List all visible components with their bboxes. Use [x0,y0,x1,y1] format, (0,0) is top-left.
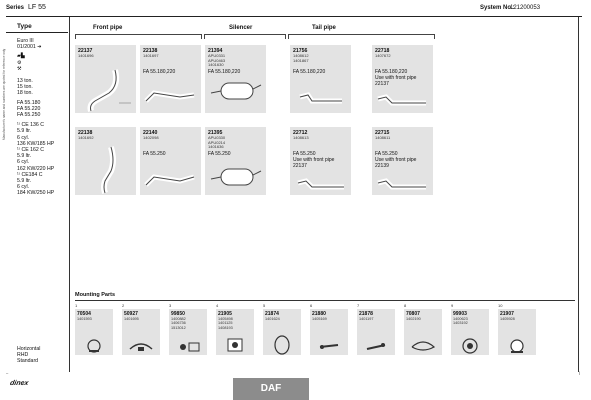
part-card[interactable] [290,45,351,113]
mounting-part-drawing [451,309,489,355]
silencer-drawing [205,127,266,195]
fa-model-1: FA 55.180 [17,99,41,106]
drive-side: RHD [17,352,29,359]
engine-icon: ⚒ [17,65,22,72]
part-ref: 1408612 1401867 [293,53,309,63]
mounting-position-number: 2 [122,303,125,308]
part-fitment: FA 55.180,220 [143,69,176,75]
part-code: 21395 [208,130,223,136]
part-code: 22712 [293,130,308,136]
engine-2-name: ¹⁾ CE 162 C [17,147,44,154]
tail-pipe-heading: Tail pipe [312,25,336,31]
mounting-part-card[interactable] [357,309,395,355]
engine-3-power: 184 KW/250 HP [17,190,55,197]
part-code: 22718 [375,48,390,54]
ton-13: 13 ton. [17,78,33,85]
series-label: Series [6,5,25,11]
mounting-part-drawing [357,309,395,355]
mounting-part-card[interactable] [216,309,254,355]
mounting-part-ref: 1405498 1401125 1408193 [218,317,233,330]
part-code: 22140 [143,130,158,136]
mounting-part-code: 21905 [218,311,232,317]
mounting-part-card[interactable] [169,309,207,355]
part-ref: APU0331 APU0463 1401630 [208,53,226,68]
brand-badge: DAF [233,378,309,400]
page-mark: – [6,370,9,375]
mounting-part-drawing [310,309,348,355]
mounting-part-code: 99850 [171,311,185,317]
type-details [17,38,69,197]
sidebar-divider [69,17,70,372]
part-card[interactable] [290,127,351,195]
mounting-part-card[interactable] [122,309,160,355]
vertical-disclaimer: Manufacturer's name and numbers are quoted for reference only [2,48,6,140]
part-code: 21756 [293,48,308,54]
ton-15: 15 ton. [17,84,33,91]
mounting-part-code: 70504 [77,311,91,317]
mounting-part-ref: 1401695 [124,317,139,321]
front-pipe-drawing [75,45,136,113]
mounting-part-card[interactable] [498,309,536,355]
part-fitment: FA 55.250 [143,151,166,157]
mounting-part-ref: 1400882 1406736 1513012 [171,317,186,330]
part-ref: 1408611 [375,135,391,140]
silencer-drawing [205,45,266,113]
tail-pipe-drawing [290,45,351,113]
part-fitment: FA 55.180,220 [293,69,326,75]
part-ref: 1401692 [78,135,94,140]
orientation: Horizontal [17,346,41,352]
tail-pipe-drawing [372,127,433,195]
mounting-rule [75,300,575,301]
part-card[interactable] [140,45,201,113]
date-from: 01/2001 ➔ [17,44,42,51]
engine-1-displacement: 5.9 ltr. [17,128,32,135]
part-card[interactable] [205,127,266,195]
mounting-position-number: 1 [75,303,78,308]
page-mark-right: | [579,370,581,375]
type-label: Type [17,23,32,30]
part-ref: 1402098 [143,135,159,140]
front-pipe-heading: Front pipe [93,25,123,31]
mounting-title: Mounting Parts [75,292,116,298]
mounting-part-code: 21874 [265,311,279,317]
heading-bracket-silencer [204,34,286,39]
part-ref: APU0330 APU0214 1401636 [208,135,226,150]
part-ref: 1408613 [293,135,309,140]
mounting-part-code: 21907 [500,311,514,317]
engine-3-cylinders: 6 cyl. [17,184,30,191]
mounting-part-card[interactable] [310,309,348,355]
mounting-part-card[interactable] [404,309,442,355]
mounting-part-drawing [75,309,113,355]
part-fitment: FA 55.180,220 Use with front pipe 22137 [375,69,417,87]
part-card[interactable] [75,45,136,113]
system-value: 121200053 [510,5,541,11]
part-ref: 1401696 [78,53,94,58]
mounting-position-number: 5 [263,303,266,308]
gear-icon: ⚙ [17,59,22,66]
mounting-part-card[interactable] [75,309,113,355]
fa-model-2: FA 55.220 [17,105,41,112]
mounting-part-code: 21878 [359,311,373,317]
mounting-part-ref: 1401197 [359,317,374,321]
mounting-part-ref: 1405928 [500,317,515,321]
variant: Standard [17,358,39,365]
system-label: System No.: [480,5,515,11]
mounting-part-drawing [404,309,442,355]
fa-model-3: FA 55.250 [17,112,41,119]
mounting-part-drawing [169,309,207,355]
mounting-part-drawing [216,309,254,355]
engine-1-power: 136 KW/185 HP [17,140,55,147]
part-code: 21394 [208,48,223,54]
engine-2-displacement: 5.9 ltr. [17,153,32,160]
part-fitment: FA 55.250 Use with front pipe 22139 [375,151,417,169]
mounting-part-code: 99903 [453,311,467,317]
silencer-heading: Silencer [229,25,253,31]
mounting-position-number: 10 [498,303,503,308]
mounting-part-code: 50927 [124,311,138,317]
part-code: 22715 [375,130,390,136]
mounting-part-ref: 1401593 [77,317,92,321]
euro-norm: Euro III [17,38,34,44]
mounting-part-ref: 1402190 [406,317,421,321]
mounting-position-number: 3 [169,303,172,308]
heading-bracket-tail [288,34,435,39]
mounting-part-drawing [498,309,536,355]
engine-2-power: 162 KW/220 HP [17,165,55,172]
mounting-position-number: 6 [310,303,313,308]
engine-2-cylinders: 6 cyl. [17,159,30,166]
engine-3-name: ¹⁾ CE184 C [17,171,43,178]
engine-1-name: ¹⁾ CE 136 C [17,122,44,129]
bottom-info [17,346,40,365]
mounting-part-card[interactable] [263,309,301,355]
engine-1-cylinders: 6 cyl. [17,134,30,141]
arrow-right-icon: ➔ [37,44,42,51]
part-card[interactable] [75,127,136,195]
part-code: 22138 [143,48,158,54]
part-card[interactable] [140,127,201,195]
part-fitment: FA 55.250 [208,151,231,157]
part-ref: 1401697 [143,53,159,58]
tail-pipe-drawing [372,45,433,113]
truck-icon: ▰▙ [17,53,25,60]
mounting-part-drawing [263,309,301,355]
mounting-part-ref: 1400623 1403192 [453,317,468,326]
front-pipe-drawing [140,45,201,113]
front-pipe-drawing [140,127,201,195]
heading-bracket-front [75,34,202,39]
mounting-part-drawing [122,309,160,355]
mounting-position-number: 4 [216,303,219,308]
series-value: LF 55 [28,4,46,11]
mounting-position-number: 8 [404,303,407,308]
mounting-part-code: 21880 [312,311,326,317]
type-rule [6,32,68,33]
part-fitment: FA 55.180,220 [208,69,241,75]
right-border [578,17,579,372]
part-code: 22137 [78,48,93,54]
mounting-part-code: 70807 [406,311,420,317]
part-ref: 1407672 [375,53,391,58]
part-card[interactable] [372,127,433,195]
mounting-position-number: 9 [451,303,454,308]
part-card[interactable] [372,45,433,113]
engine-3-displacement: 5.9 ltr. [17,178,32,185]
part-fitment: FA 55.250 Use with front pipe 22137 [293,151,335,169]
tail-pipe-drawing [290,127,351,195]
mounting-part-ref: 1401624 [265,317,280,321]
mounting-part-ref: 1405169 [312,317,327,321]
part-code: 22138 [78,130,93,136]
header-rule [6,16,582,17]
part-card[interactable] [205,45,266,113]
mounting-position-number: 7 [357,303,360,308]
mounting-part-card[interactable] [451,309,489,355]
dinex-logo: dinex [9,380,29,387]
ton-18: 18 ton. [17,90,33,97]
front-pipe-drawing [75,127,136,195]
